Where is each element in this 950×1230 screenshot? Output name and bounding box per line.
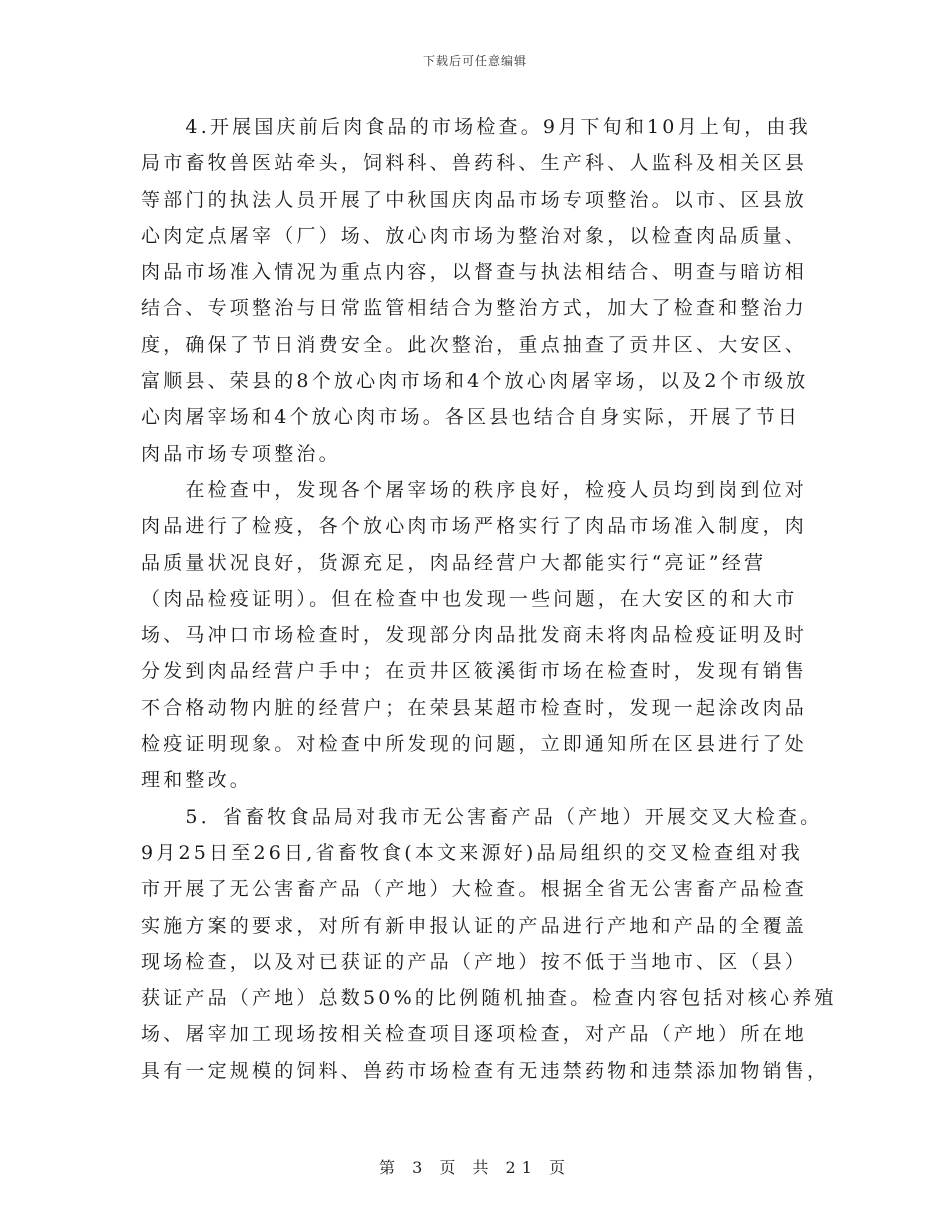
paragraph-cross-inspection: [141, 802, 837, 1086]
page-number: 第 3 页 共 21 页: [379, 1158, 571, 1177]
header-note: 下载后可任意编辑: [422, 54, 527, 68]
text-line: 肉品市场准入情况为重点内容，以督查与执法相结合、明查与暗访相: [141, 261, 808, 284]
text-line: 肉品市场专项整治。: [141, 442, 341, 465]
text-line: 获证产品（产地）总数50%的比例随机抽查。检查内容包括对核心养殖: [141, 987, 837, 1010]
text-line: 9月25日至26日,省畜牧食(本文来源好)品局组织的交叉检查组对我: [141, 841, 803, 864]
text-line: 心肉屠宰场和4个放心肉市场。各区县也结合自身实际，开展了节日: [141, 406, 801, 429]
text-line: 4.开展国庆前后肉食品的市场检查。9月下旬和10月上旬，由我: [141, 116, 811, 138]
text-line: 肉品进行了检疫，各个放心肉市场严格实行了肉品市场准入制度，肉: [141, 515, 808, 538]
text-line: 分发到肉品经营户手中；在贡井区筱溪街市场在检查时，发现有销售: [141, 660, 808, 683]
paragraph-inspection-findings: [141, 475, 808, 795]
text-line: 在检查中，发现各个屠宰场的秩序良好，检疫人员均到岗到位对: [141, 478, 808, 501]
text-line: 市开展了无公害畜产品（产地）大检查。根据全省无公害畜产品检查: [141, 878, 808, 901]
text-line: 检疫证明现象。对检查中所发现的问题，立即通知所在区县进行了处: [141, 733, 808, 756]
text-line: 局市畜牧兽医站牵头，饲料科、兽药科、生产科、人监科及相关区县: [141, 152, 808, 175]
text-line: 心肉定点屠宰（厂）场、放心肉市场为整治对象，以检查肉品质量、: [141, 224, 808, 247]
text-line: 结合、专项整治与日常监管相结合为整治方式，加大了检查和整治力: [141, 297, 808, 320]
text-line: 具有一定规模的饲料、兽药市场检查有无违禁药物和违禁添加物销售，: [141, 1059, 830, 1082]
document-body: [141, 112, 837, 1092]
text-line: 度，确保了节日消费安全。此次整治，重点抽查了贡井区、大安区、: [141, 333, 808, 356]
text-line: 等部门的执法人员开展了中秋国庆肉品市场专项整治。以市、区县放: [141, 188, 808, 211]
text-line: 场、屠宰加工现场按相关检查项目逐项检查，对产品（产地）所在地: [141, 1023, 808, 1046]
text-line: 实施方案的要求，对所有新申报认证的产品进行产地和产品的全覆盖: [141, 914, 808, 937]
text-line: 富顺县、荣县的8个放心肉市场和4个放心肉屠宰场，以及2个市级放: [141, 370, 809, 393]
text-line: 品质量状况良好，货源充足，肉品经营户大都能实行“亮证”经营: [141, 551, 767, 574]
text-line: 场、马冲口市场检查时，发现部分肉品批发商未将肉品检疫证明及时: [141, 624, 808, 647]
text-line: 理和整改。: [141, 769, 253, 792]
text-line: 5．省畜牧食品局对我市无公害畜产品（产地）开展交叉大检查。: [141, 805, 823, 828]
text-line: 现场检查，以及对已获证的产品（产地）按不低于当地市、区（县）: [141, 950, 808, 973]
paragraph-meat-inspection: [141, 112, 811, 469]
text-line: （肉品检疫证明）。但在检查中也发现一些问题，在大安区的和大市: [141, 587, 798, 610]
text-line: 不合格动物内脏的经营户；在荣县某超市检查时，发现一起涂改肉品: [141, 696, 808, 719]
